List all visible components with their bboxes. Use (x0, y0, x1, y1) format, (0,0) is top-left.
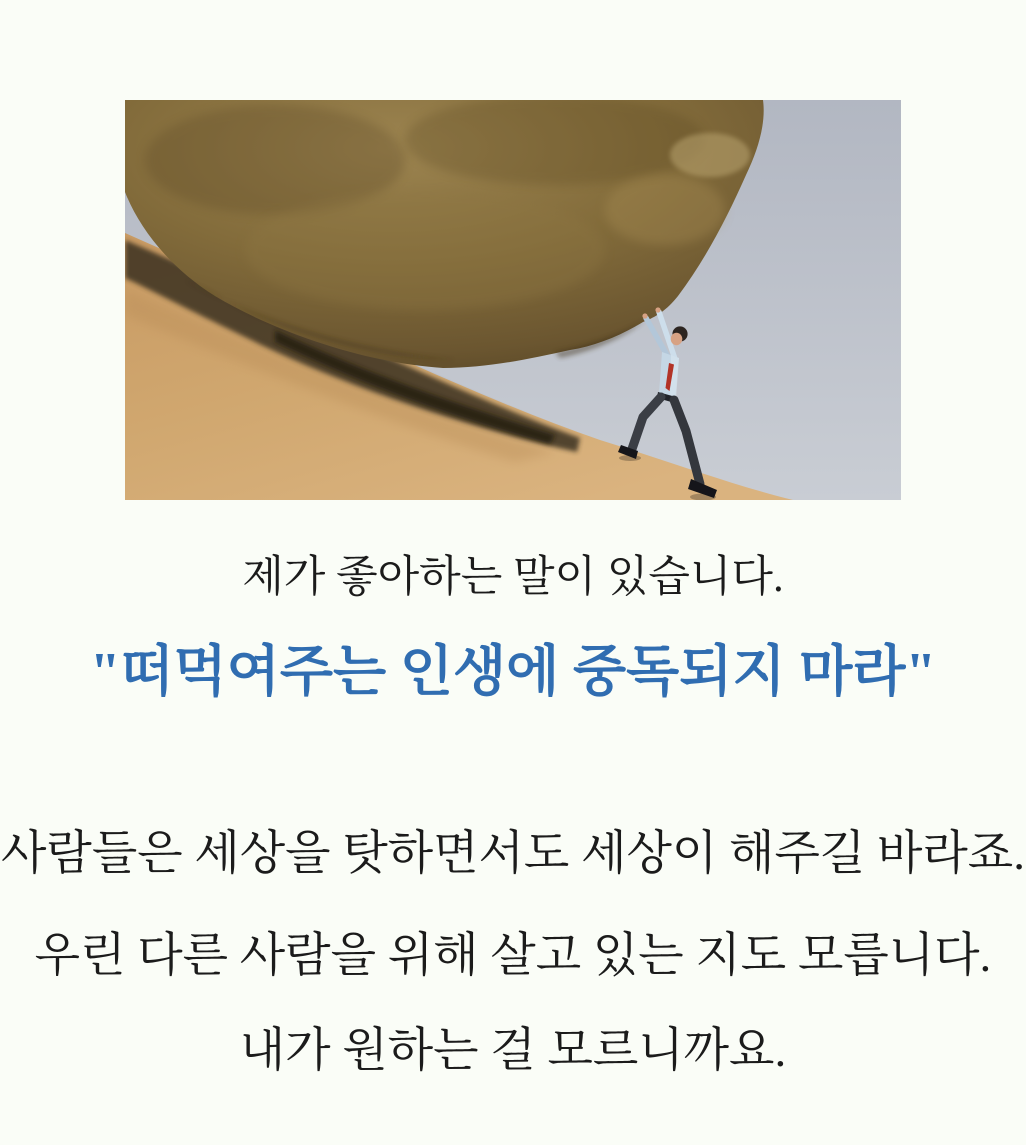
face (671, 333, 683, 345)
highlight-quote: "떠먹여주는 인생에 중독되지 마라" (89, 641, 937, 702)
body-line-1: 사람들은 세상을 탓하면서도 세상이 해주길 바라죠. (1, 828, 1025, 880)
body-line-3: 내가 원하는 걸 모르니까요. (239, 1025, 787, 1077)
body-line-2: 우린 다른 사람을 위해 살고 있는 지도 모릅니다. (34, 930, 992, 982)
sisyphus-photo-graphic (125, 100, 901, 500)
hand (642, 313, 647, 318)
intro-line: 제가 좋아하는 말이 있습니다. (242, 554, 784, 601)
sisyphus-photo (125, 100, 901, 500)
hand (655, 307, 660, 312)
